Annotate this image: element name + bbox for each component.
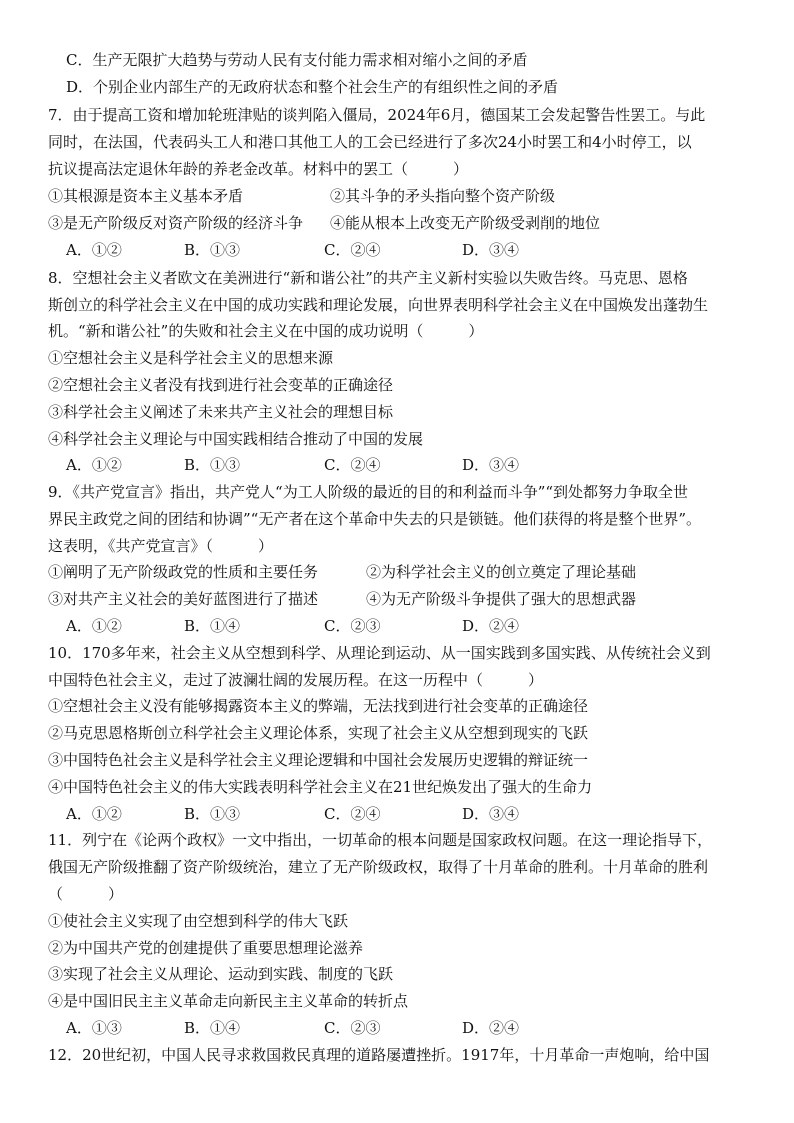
q11-item-2: ②为中国共产党的创建提供了重要思想理论滋养 [48,939,364,957]
q7-choice-c[interactable]: C．②④ [324,241,381,259]
q7-items-row-1 [48,186,748,206]
q9-item-3: ③对共产主义社会的美好蓝图进行了描述 [48,590,319,608]
q9-item-4: ④为无产阶级斗争提供了强大的思想武器 [366,590,637,608]
q8-item-2: ②空想社会主义者没有找到进行社会变革的正确途径 [48,376,394,394]
q8-choice-b[interactable]: B．①③ [184,456,241,474]
q7-item-4: ④能从根本上改变无产阶级受剥削的地位 [330,214,601,232]
q9-items-row-2 [48,589,748,609]
q9-choice-d[interactable]: D．②④ [462,617,520,635]
q7-choice-a[interactable]: A．①② [66,241,122,259]
q11-choice-a[interactable]: A．①③ [66,1019,122,1037]
q10-choice-a[interactable]: A．①② [66,805,122,823]
q11-stem-line-2: 俄国无产阶级推翻了资产阶级统治，建立了无产阶级政权，取得了十月革命的胜利。十月革命的胜利 [48,858,709,876]
q11-choices [66,1018,626,1038]
q10-choice-b[interactable]: B．①③ [184,805,241,823]
q11-stem-line-1: 11．列宁在《论两个政权》一文中指出，一切革命的根本问题是国家政权问题。在这一理论指导下， [48,831,713,849]
q10-item-4: ④中国特色社会主义的伟大实践表明科学社会主义在21世纪焕发出了强大的生命力 [48,778,593,796]
q7-item-1: ①其根源是资本主义基本矛盾 [48,187,244,205]
q11-item-3: ③实现了社会主义从理论、运动到实践、制度的飞跃 [48,965,394,983]
q8-choices [66,455,626,475]
q10-item-1: ①空想社会主义没有能够揭露资本主义的弊端，无法找到进行社会变革的正确途径 [48,697,589,715]
q7-items-row-2 [48,213,748,233]
q8-item-1: ①空想社会主义是科学社会主义的思想来源 [48,349,334,367]
q6-option-d: D．个别企业内部生产的无政府状态和整个社会生产的有组织性之间的矛盾 [66,78,559,96]
q7-item-2: ②其斗争的矛头指向整个资产阶级 [330,187,556,205]
q9-items-row-1 [48,562,748,582]
q9-choice-a[interactable]: A．①② [66,617,122,635]
q11-choice-c[interactable]: C．②③ [324,1019,381,1037]
q10-item-3: ③中国特色社会主义是科学社会主义理论逻辑和中国社会发展历史逻辑的辩证统一 [48,751,589,769]
q6-option-c: C．生产无限扩大趋势与劳动人民有支付能力需求相对缩小之间的矛盾 [66,51,528,69]
q12-stem-line-1: 12．20世纪初，中国人民寻求救国救民真理的道路屡遭挫折。1917年，十月革命一声炮响，给中国 [48,1046,710,1064]
q8-item-4: ④科学社会主义理论与中国实践相结合推动了中国的发展 [48,430,424,448]
q11-choice-b[interactable]: B．①④ [184,1019,241,1037]
q7-choice-b[interactable]: B．①③ [184,241,241,259]
q8-stem-line-1: 8．空想社会主义者欧文在美洲进行“新和谐公社”的共产主义新村实验以失败告终。马克思、恩格 [48,269,688,287]
q10-choices [66,804,626,824]
q11-item-4: ④是中国旧民主主义革命走向新民主主义革命的转折点 [48,992,409,1010]
q9-stem-line-3: 这表明，《共产党宣言》（ ） [48,537,274,555]
q8-item-3: ③科学社会主义阐述了未来共产主义社会的理想目标 [48,403,394,421]
q9-stem-line-2: 界民主政党之间的团结和协调”“无产者在这个革命中失去的只是锁链。他们获得的将是整个世界”。 [48,510,702,528]
q8-choice-c[interactable]: C．②④ [324,456,381,474]
q8-stem-line-3: 机。“新和谐公社”的失败和社会主义在中国的成功说明（ ） [48,322,484,340]
q7-item-3: ③是无产阶级反对资产阶级的经济斗争 [48,214,304,232]
q11-stem-line-3: （ ） [48,885,124,903]
q9-choice-b[interactable]: B．①④ [184,617,241,635]
q8-choice-d[interactable]: D．③④ [462,456,520,474]
q7-choice-d[interactable]: D．③④ [462,241,520,259]
q10-stem-line-2: 中国特色社会主义，走过了波澜壮阔的发展历程。在这一历程中（ ） [48,671,544,689]
q9-choice-c[interactable]: C．②③ [324,617,381,635]
q11-choice-d[interactable]: D．②④ [462,1019,520,1037]
q10-choice-d[interactable]: D．③④ [462,805,520,823]
q10-choice-c[interactable]: C．②④ [324,805,381,823]
q8-stem-line-2: 斯创立的科学社会主义在中国的成功实践和理论发展，向世界表明科学社会主义在中国焕发出蓬勃生 [48,296,709,314]
q7-stem-line-3: 抗议提高法定退休年龄的养老金改革。材料中的罢工（ ） [48,160,469,178]
q9-stem-line-1: 9．《共产党宣言》指出，共产党人“为工人阶级的最近的目的和利益而斗争”“到处都努力争取全世 [48,483,689,501]
q9-item-1: ①阐明了无产阶级政党的性质和主要任务 [48,563,319,581]
q7-stem-line-2: 同时，在法国，代表码头工人和港口其他工人的工会已经进行了多次24小时罢工和4小时停工，以 [48,133,692,151]
q8-choice-a[interactable]: A．①② [66,456,122,474]
q9-choices [66,616,626,636]
q10-stem-line-1: 10．170多年来，社会主义从空想到科学、从理论到运动、从一国实践到多国实践、从传统社会义到 [48,644,711,662]
q7-choices [66,240,626,260]
q10-item-2: ②马克思恩格斯创立科学社会主义理论体系，实现了社会主义从空想到现实的飞跃 [48,724,589,742]
q7-stem-line-1: 7．由于提高工资和增加轮班津贴的谈判陷入僵局，2024年6月，德国某工会发起警告性罢工。与此 [48,106,706,124]
q11-item-1: ①使社会主义实现了由空想到科学的伟大飞跃 [48,912,349,930]
q9-item-2: ②为科学社会主义的创立奠定了理论基础 [366,563,637,581]
